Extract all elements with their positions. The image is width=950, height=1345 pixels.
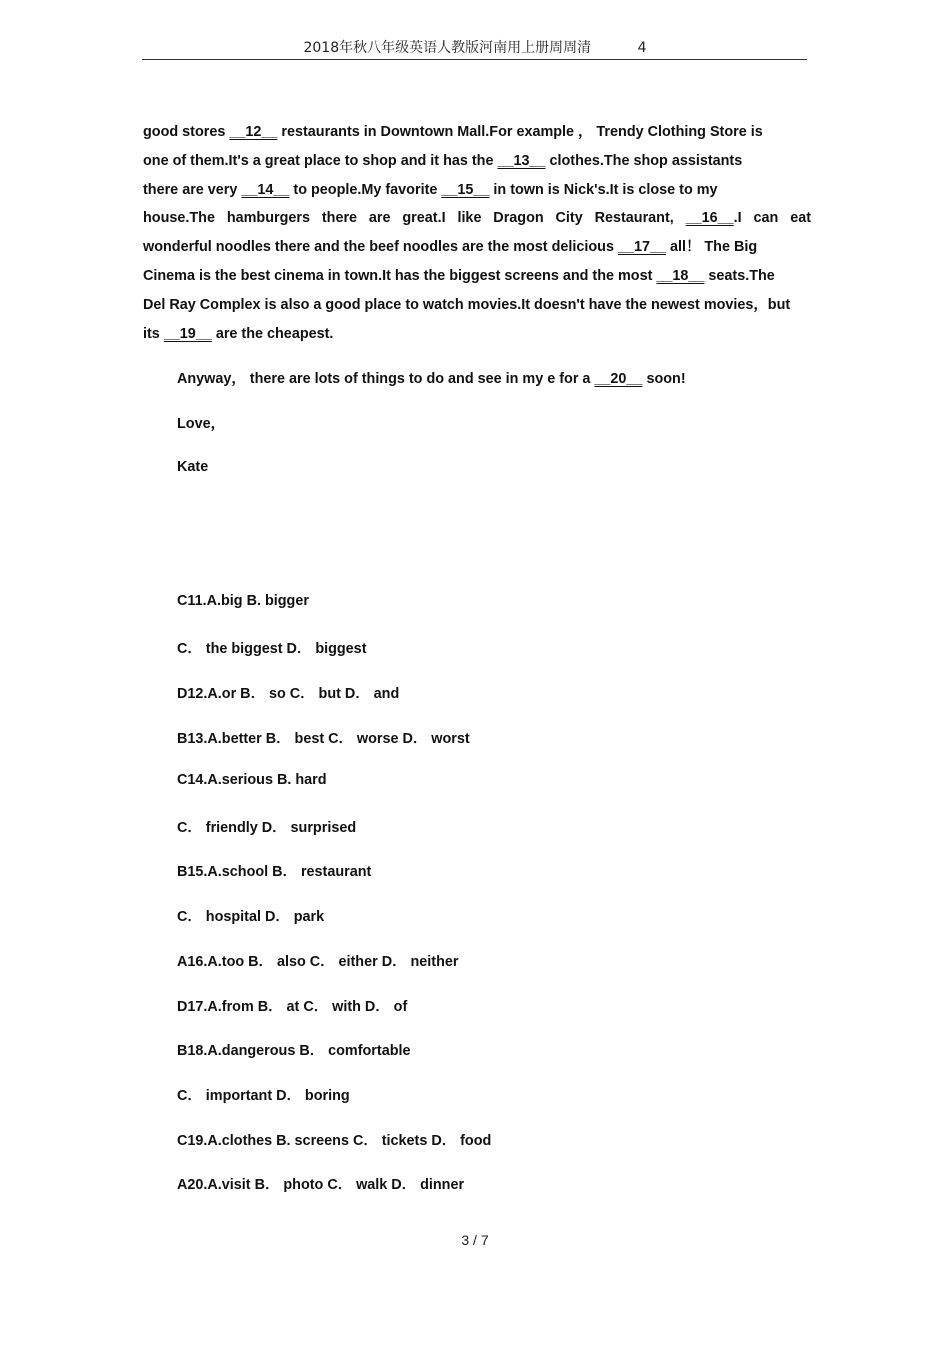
blank-number: __19__ — [163, 325, 212, 342]
passage-line — [143, 176, 811, 205]
blank-number: __15__ — [441, 181, 490, 198]
passage-text: good stores — [143, 124, 230, 140]
option-line: B13.A.better B． best C． worse D． worst — [177, 731, 470, 747]
passage-text: Cinema is the best cinema in town.It has the biggest screens and the most — [143, 267, 657, 284]
option-line: D17.A.from B． at C． with D． of — [177, 999, 408, 1015]
option-line: B18.A.dangerous B． comfortable — [177, 1043, 411, 1059]
header-number: 4 — [637, 40, 647, 56]
closing-signature: Kate — [177, 459, 209, 475]
passage-text: Del Ray Complex is also a good place to watch movies.It doesn't have the newest movies，but — [143, 296, 791, 313]
passage-text: .I can eat — [733, 210, 811, 227]
passage-text: restaurants in Downtown Mall.For example ， Trendy Clothing Store is — [277, 124, 763, 140]
passage-text: clothes.The shop assistants — [545, 152, 743, 169]
closing-text: Anyway， there are lots of things to do and see in my e for a — [177, 371, 595, 387]
blank-number: __17__ — [617, 239, 666, 256]
passage-text: seats.The — [704, 267, 775, 284]
passage-text: all！ The Big — [666, 239, 758, 256]
closing-text-end: soon! — [642, 371, 686, 387]
passage-line — [143, 204, 811, 233]
option-line: C． hospital D． park — [177, 909, 325, 925]
passage-text: there are very — [143, 181, 242, 198]
blank-number: __16__ — [685, 210, 734, 227]
header-rule — [142, 59, 807, 60]
option-line: A20.A.visit B． photo C． walk D． dinner — [177, 1177, 465, 1193]
option-line: A16.A.too B． also C． either D． neither — [177, 954, 459, 970]
closing-love: Love， — [177, 416, 225, 432]
header-title: 2018年秋八年级英语人教版河南用上册周周清 — [303, 40, 592, 56]
option-line: B15.A.school B． restaurant — [177, 864, 372, 880]
blank-number: __12__ — [229, 124, 278, 140]
blank-number: __18__ — [656, 267, 705, 284]
page-number: 3 / 7 — [461, 1232, 489, 1248]
closing-line — [177, 367, 686, 388]
passage — [143, 118, 811, 348]
option-line: C14.A.serious B. hard — [177, 772, 327, 788]
blank-20: __20__ — [594, 371, 643, 387]
passage-line — [143, 320, 811, 349]
passage-line — [143, 118, 811, 147]
passage-line — [143, 262, 811, 291]
passage-line — [143, 291, 811, 320]
option-line: C11.A.big B. bigger — [177, 593, 309, 609]
passage-line — [143, 233, 811, 262]
passage-text: house.The hamburgers there are great.I like Dragon City Restaurant, — [143, 210, 686, 227]
passage-text: to people.My favorite — [289, 181, 442, 198]
page-header — [0, 37, 950, 57]
passage-text: in town is Nick's.It is close to my — [489, 181, 718, 198]
passage-line — [143, 147, 811, 176]
passage-text: wonderful noodles there and the beef noodles are the most delicious — [143, 239, 618, 256]
blank-number: __14__ — [241, 181, 290, 198]
option-line: C． important D． boring — [177, 1088, 350, 1104]
passage-text: its — [143, 325, 164, 342]
option-line: C． friendly D． surprised — [177, 820, 357, 836]
passage-text: are the cheapest. — [211, 325, 334, 342]
passage-text: one of them.It's a great place to shop and it has the — [143, 152, 498, 169]
blank-number: __13__ — [497, 152, 546, 169]
option-line: C． the biggest D． biggest — [177, 641, 367, 657]
option-line: D12.A.or B． so C． but D． and — [177, 686, 400, 702]
option-line: C19.A.clothes B. screens C． tickets D． food — [177, 1133, 492, 1149]
